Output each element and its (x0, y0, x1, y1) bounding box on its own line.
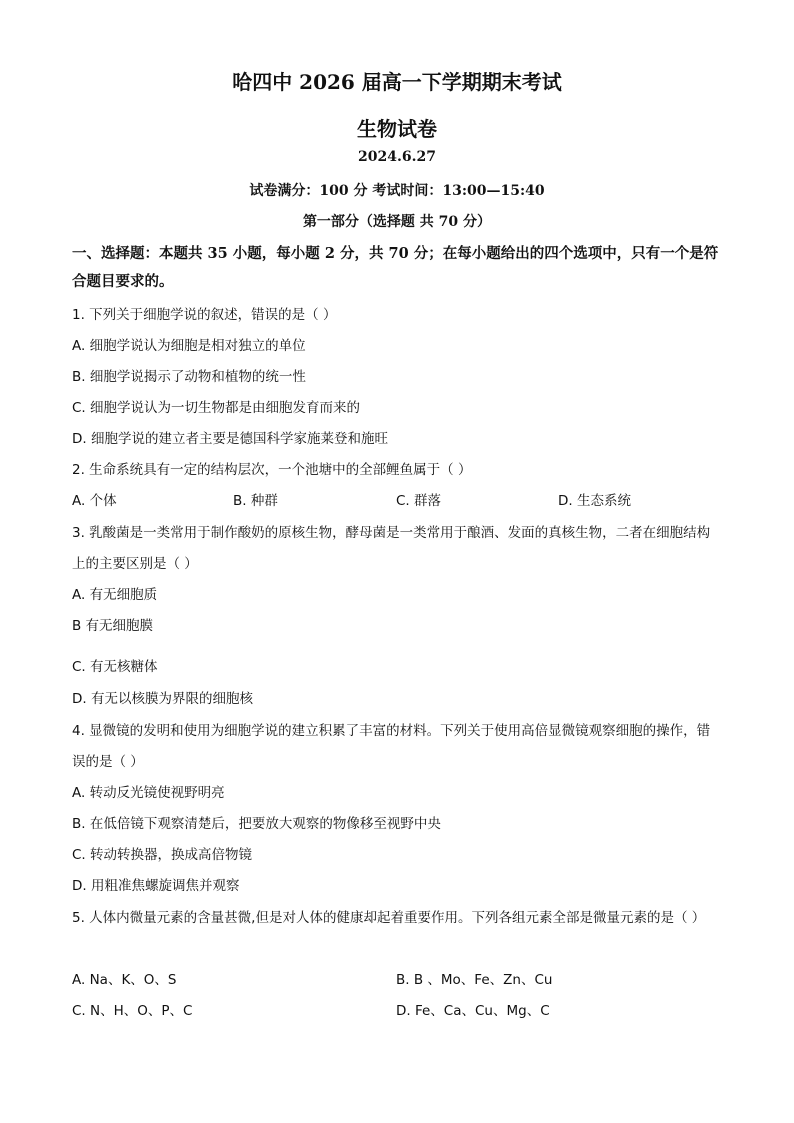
question-5-option-b: B. B 、Mo、Fe、Zn、Cu (396, 972, 553, 988)
question-2-options (72, 486, 722, 517)
question-3-option-b: B 有无细胞膜 (72, 618, 154, 634)
question-2-option-b: B. 种群 (233, 493, 278, 509)
question-1-option-d: D. 细胞学说的建立者主要是德国科学家施莱登和施旺 (72, 431, 388, 447)
question-3-option-c: C. 有无核糖体 (72, 659, 158, 675)
part-heading: 第一部分（选择题 共 70 分） (302, 214, 492, 230)
exam-title: 哈四中 2026 届高一下学期期末考试 (232, 70, 562, 94)
section-instructions: 一、选择题：本题共 35 小题，每小题 2 分，共 70 分；在每小题给出的四个选项中，只有一个是符合题目要求的。 (72, 245, 719, 290)
question-4-option-a: A. 转动反光镜使视野明亮 (72, 785, 225, 801)
question-3-stem: 3. 乳酸菌是一类常用于制作酸奶的原核生物，酵母菌是一类常用于酿酒、发面的真核生物，二者在细胞结构上的主要区别是（ ） (72, 525, 711, 572)
question-4-option-d: D. 用粗准焦螺旋调焦并观察 (72, 878, 240, 894)
question-2-stem: 2. 生命系统具有一定的结构层次，一个池塘中的全部鲤鱼属于（ ） (72, 462, 472, 478)
question-5-options-row-1 (72, 965, 722, 996)
question-1-option-a: A. 细胞学说认为细胞是相对独立的单位 (72, 338, 306, 354)
question-2-option-d: D. 生态系统 (558, 493, 631, 509)
question-1-stem: 1. 下列关于细胞学说的叙述，错误的是（ ） (72, 307, 337, 323)
question-2-option-a: A. 个体 (72, 493, 117, 509)
question-5-option-c: C. N、H、O、P、C (72, 1003, 193, 1019)
question-4-stem: 4. 显微镜的发明和使用为细胞学说的建立积累了丰富的材料。下列关于使用高倍显微镜观察细胞的操作，错误的是（ ） (72, 723, 711, 770)
question-2-option-c: C. 群落 (396, 493, 442, 509)
question-4-option-c: C. 转动转换器，换成高倍物镜 (72, 847, 253, 863)
question-1-option-b: B. 细胞学说揭示了动物和植物的统一性 (72, 369, 306, 385)
question-3-option-a: A. 有无细胞质 (72, 587, 158, 603)
question-3-option-d: D. 有无以核膜为界限的细胞核 (72, 691, 253, 707)
question-4-option-b: B. 在低倍镜下观察清楚后，把要放大观察的物像移至视野中央 (72, 816, 441, 832)
question-5-option-d: D. Fe、Ca、Cu、Mg、C (396, 1003, 550, 1019)
exam-date: 2024.6.27 (358, 149, 436, 165)
subject-title: 生物试卷 (357, 117, 437, 141)
exam-info: 试卷满分：100 分 考试时间：13:00—15:40 (249, 183, 545, 199)
question-1-option-c: C. 细胞学说认为一切生物都是由细胞发育而来的 (72, 400, 361, 416)
question-5-options-row-2 (72, 996, 722, 1027)
question-5-stem: 5. 人体内微量元素的含量甚微,但是对人体的健康却起着重要作用。下列各组元素全部是微量元素的是（ ） (72, 910, 706, 926)
question-5-option-a: A. Na、K、O、S (72, 972, 177, 988)
